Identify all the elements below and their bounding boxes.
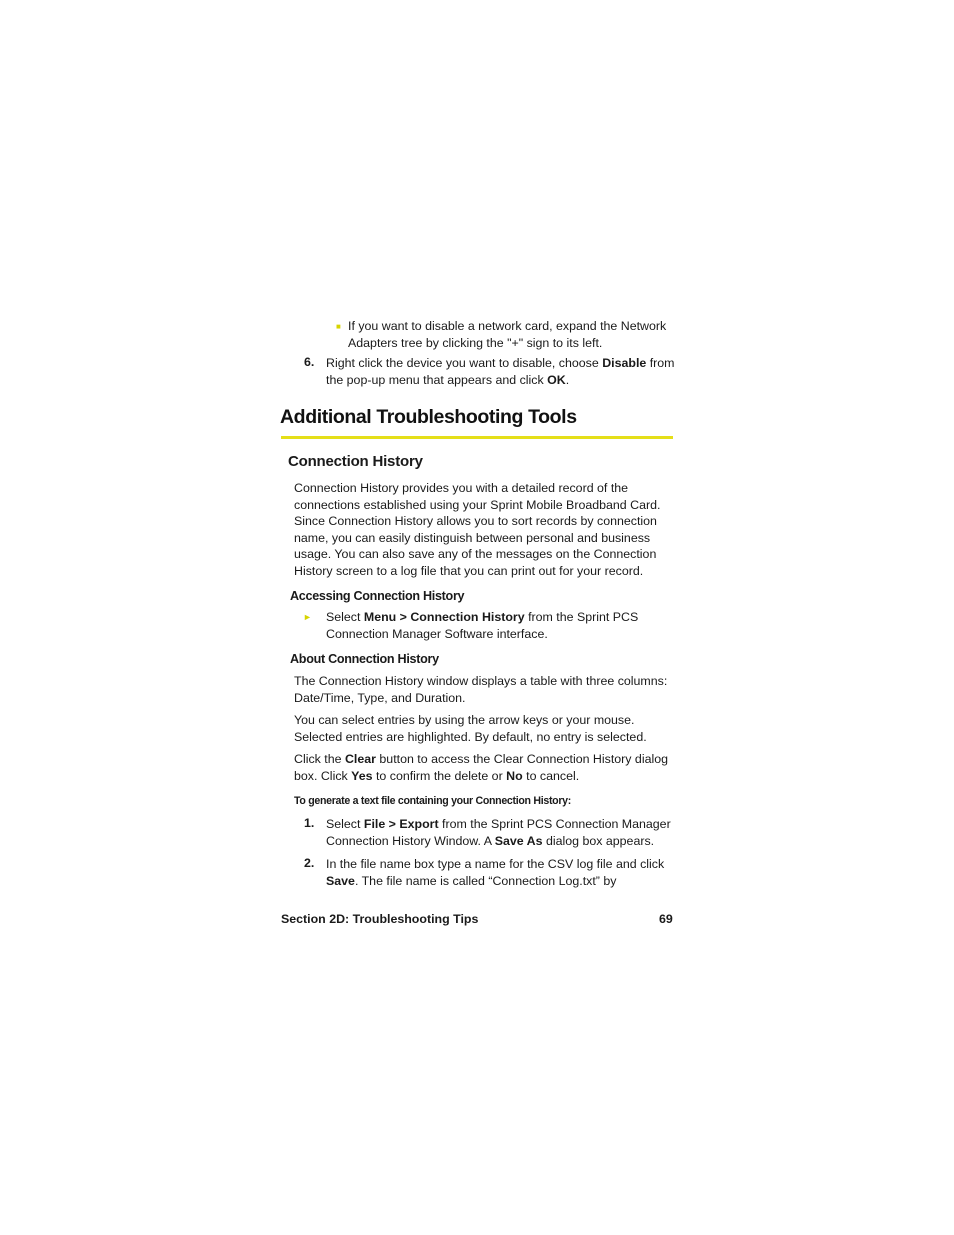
- accessing-instruction: Select Menu > Connection History from the Sprint PCS Connection Manager Software interface.: [326, 610, 639, 641]
- procedure-heading: To generate a text file containing your Connection History:: [294, 795, 571, 807]
- footer-section-label: Section 2D: Troubleshooting Tips: [281, 912, 479, 926]
- about-paragraph-1: The Connection History window displays a table with three columns: Date/Time, Type, and Duration.: [294, 674, 668, 705]
- about-paragraph-3: Click the Clear button to access the Clear Connection History dialog box. Click Yes to confirm the delete or No to cancel.: [294, 752, 668, 783]
- step-2-text: In the file name box type a name for the CSV log file and click Save. The file name is called “Connection Log.txt” by: [326, 857, 665, 888]
- step-number-6: 6.: [304, 355, 315, 369]
- arrow-bullet-icon: ►: [303, 612, 312, 622]
- about-heading: About Connection History: [290, 652, 439, 666]
- step-number-2: 2.: [304, 856, 315, 870]
- square-bullet-icon: ■: [336, 322, 341, 331]
- about-paragraph-2: You can select entries by using the arrow keys or your mouse. Selected entries are highlighted. By default, no entry is selected.: [294, 713, 647, 744]
- network-card-tip: If you want to disable a network card, expand the Network Adapters tree by clicking the "+" sign to its left.: [348, 319, 667, 350]
- section-rule: [281, 436, 673, 439]
- step-1-text: Select File > Export from the Sprint PCS Connection Manager Connection History Window. A Save As dialog box appears.: [326, 817, 671, 848]
- step-6-text: Right click the device you want to disable, choose Disable from the pop-up menu that appears and click OK.: [326, 356, 675, 387]
- step-number-1: 1.: [304, 816, 315, 830]
- accessing-heading: Accessing Connection History: [290, 589, 465, 603]
- footer-page-number: 69: [659, 912, 673, 926]
- connection-history-heading: Connection History: [288, 453, 423, 470]
- connection-history-intro: Connection History provides you with a detailed record of the connections established using your Sprint Mobile Broadband Card. Since Connection History allows you to sort records by connection name, you can easily distinguish between personal and business usage. You can also save any of the messages on the Connection History screen to a log file that you can print out for your record.: [294, 481, 661, 578]
- section-title: Additional Troubleshooting Tools: [280, 406, 577, 428]
